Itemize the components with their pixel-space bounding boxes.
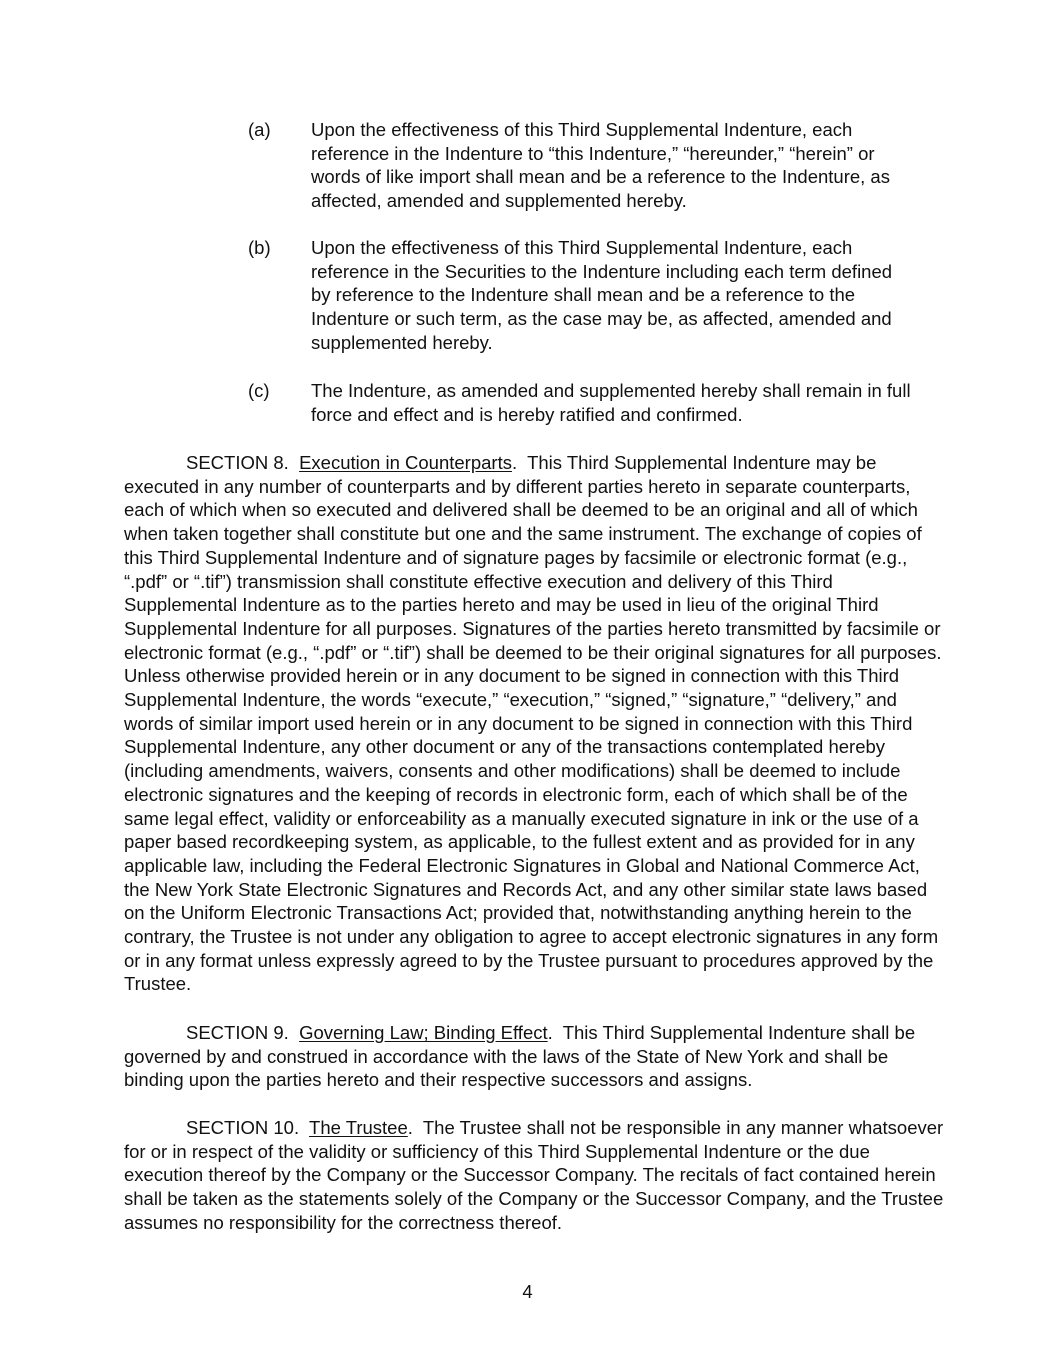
page-number: 4 (522, 1281, 533, 1302)
section-9: SECTION 9. Governing Law; Binding Effect. This Third Supplemental Indenture shall be governed by and construed in accordance with the laws of the State of New York and shall be binding upon the parties hereto and their respective successors and assigns. (124, 1022, 916, 1091)
section-10: SECTION 10. The Trustee. The Trustee shall not be responsible in any manner whatsoever for or in respect of the validity or sufficiency of this Third Supplemental Indenture or the due execution thereof by the Company or the Successor Company. The recitals of fact contained herein shall be taken as the statements solely of the Company or the Successor Company, and the Trustee assumes no responsibility for the correctness thereof. (124, 1117, 944, 1233)
section-title: The Trustee (309, 1117, 408, 1138)
list-label: (b) (248, 237, 271, 258)
section-title: Execution in Counterparts (299, 452, 512, 473)
list-text: Upon the effectiveness of this Third Supplemental Indenture, each reference in the Indenture to “this Indenture,” “hereunder,” “herein” or words of like import shall mean and be a reference to the Indenture, as affected, amended and supplemented hereby. (311, 119, 890, 212)
section-body: The Trustee shall not be responsible in any manner whatsoever for or in respect of the validity or sufficiency of this Third Supplemental Indenture or the due execution thereof by the Company or the Successor Company. The recitals of fact contained herein shall be taken as the statements solely of the Company or the Successor Company, and the Trustee assumes no responsibility for the correctness thereof. (124, 1117, 944, 1233)
section-8: SECTION 8. Execution in Counterparts. This Third Supplemental Indenture may be executed in any number of counterparts and by different parties hereto in separate counterparts, each of which when so executed and delivered shall be deemed to be an original and all of which when taken together shall constitute but one and the same instrument. The exchange of copies of this Third Supplemental Indenture and of signature pages by facsimile or electronic format (e.g., “.pdf” or “.tif”) transmission shall constitute effective execution and delivery of this Third Supplemental Indenture as to the parties hereto and may be used in lieu of the original Third Supplemental Indenture for all purposes. Signatures of the parties hereto transmitted by facsimile or electronic format (e.g., “.pdf” or “.tif”) shall be deemed to be their original signatures for all purposes. Unless otherwise provided herein or in any document to be signed in connection with this Third Supplemental Indenture, the words “execute,” “execution,” “signed,” “signature,” “delivery,” and words of similar import used herein or in any document to be signed in connection with this Third Supplemental Indenture, any other document or any of the transactions contemplated hereby (including amendments, waivers, consents and other modifications) shall be deemed to include electronic signatures and the keeping of records in electronic form, each of which shall be of the same legal effect, validity or enforceability as a manually executed signature in ink or the use of a paper based recordkeeping system, as applicable, to the fullest extent and as provided for in any applicable law, including the Federal Electronic Signatures in Global and National Commerce Act, the New York State Electronic Signatures and Records Act, and any other similar state laws based on the Uniform Electronic Transactions Act; provided that, notwithstanding anything herein to the contrary, the Trustee is not under any obligation to agree to accept electronic signatures in any form or in any format unless expressly agreed to by the Trustee pursuant to procedures approved by the Trustee. (124, 452, 942, 995)
list-label: (c) (248, 380, 270, 401)
list-label: (a) (248, 119, 271, 140)
list-text: The Indenture, as amended and supplemented hereby shall remain in full force and effect and is hereby ratified and confirmed. (311, 380, 911, 425)
list-text: Upon the effectiveness of this Third Supplemental Indenture, each reference in the Securities to the Indenture including each term defined by reference to the Indenture shall mean and be a reference to the Indenture or such term, as the case may be, as affected, amended and supplemented hereby. (311, 237, 893, 353)
section-number: SECTION 8. (186, 452, 289, 473)
section-title: Governing Law; Binding Effect (299, 1022, 548, 1043)
section-number: SECTION 10. (186, 1117, 300, 1138)
section-body: This Third Supplemental Indenture may be executed in any number of counterparts and by different parties hereto in separate counterparts, each of which when so executed and delivered shall be deemed to be an original and all of which when taken together shall constitute but one and the same instrument. The exchange of copies of this Third Supplemental Indenture and of signature pages by facsimile or electronic format (e.g., “.pdf” or “.tif”) transmission shall constitute effective execution and delivery of this Third Supplemental Indenture as to the parties hereto and may be used in lieu of the original Third Supplemental Indenture for all purposes. Signatures of the parties hereto transmitted by facsimile or electronic format (e.g., “.pdf” or “.tif”) shall be deemed to be their original signatures for all purposes. Unless otherwise provided herein or in any document to be signed in connection with this Third Supplemental Indenture, the words “execute,” “execution,” “signed,” “signature,” “delivery,” and words of similar import used herein or in any document to be signed in connection with this Third Supplemental Indenture, any other document or any of the transactions contemplated hereby (including amendments, waivers, consents and other modifications) shall be deemed to include electronic signatures and the keeping of records in electronic form, each of which shall be of the same legal effect, validity or enforceability as a manually executed signature in ink or the use of a paper based recordkeeping system, as applicable, to the fullest extent and as provided for in any applicable law, including the Federal Electronic Signatures in Global and National Commerce Act, the New York State Electronic Signatures and Records Act, and any other similar state laws based on the Uniform Electronic Transactions Act; provided that, notwithstanding anything herein to the contrary, the Trustee is not under any obligation to agree to accept electronic signatures in any form or in any format unless expressly agreed to by the Trustee pursuant to procedures approved by the Trustee. (124, 452, 942, 995)
section-number: SECTION 9. (186, 1022, 289, 1043)
section-body: This Third Supplemental Indenture shall be governed by and construed in accordance with the laws of the State of New York and shall be binding upon the parties hereto and their respective successors and assigns. (124, 1022, 916, 1091)
